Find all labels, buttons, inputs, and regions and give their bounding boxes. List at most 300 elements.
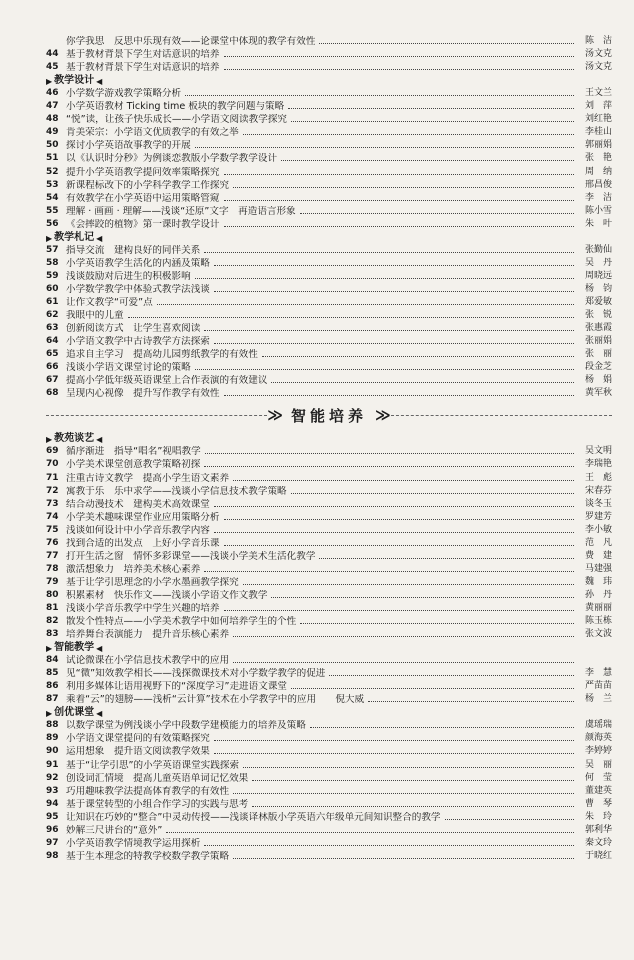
page-number: 97 — [46, 837, 59, 848]
page-number: 89 — [46, 733, 59, 744]
dot-leader — [288, 108, 574, 109]
article-author: 汤文克 — [584, 49, 612, 60]
page-number: 44 — [46, 49, 59, 60]
toc-entry[interactable] — [46, 653, 612, 666]
page-number: 45 — [46, 62, 59, 73]
page-number: 51 — [46, 153, 59, 164]
page-number: 50 — [46, 140, 59, 151]
toc-entry[interactable] — [46, 178, 612, 191]
double-chevron-right-icon: ≫ — [267, 406, 283, 425]
dot-leader — [300, 623, 574, 624]
article-author: 陈 洁 — [584, 36, 612, 47]
article-author: 郭丽娟 — [584, 140, 612, 151]
article-author: 张丽娟 — [584, 336, 612, 347]
page-number: 72 — [46, 485, 59, 496]
page-number: 76 — [46, 537, 59, 548]
article-title: 找到合适的出发点 上好小学音乐课 — [66, 537, 220, 549]
dot-leader — [224, 174, 575, 175]
article-author: 黄军秋 — [584, 388, 612, 399]
article-author: 董建英 — [584, 785, 612, 796]
dot-leader — [214, 740, 574, 741]
article-title: 注重古诗文教学 提高小学生语文素养 — [66, 472, 230, 484]
article-title: 基于教材背景下学生对话意识的培养 — [66, 62, 220, 74]
article-author: 马建强 — [584, 563, 612, 574]
article-author: 吴文明 — [584, 446, 612, 457]
article-title: 循序渐进 指导“唱名”视唱教学 — [66, 446, 201, 458]
toc-entry[interactable] — [46, 549, 612, 562]
chapter-divider — [46, 403, 612, 427]
article-author: 吴 丹 — [584, 257, 612, 268]
article-author: 吴 丽 — [584, 759, 612, 770]
toc-entry[interactable] — [46, 470, 612, 483]
dot-leader — [262, 356, 574, 357]
dot-leader — [233, 662, 574, 663]
toc-entry[interactable] — [46, 484, 612, 497]
article-title: 散发个性特点——小学美术教学中如何培养学生的个性 — [66, 616, 297, 628]
dot-leader — [205, 453, 574, 454]
page-number: 68 — [46, 388, 59, 399]
article-author: 刘 萍 — [584, 101, 612, 112]
article-title: 结合动漫技术 建构美术高效课堂 — [66, 498, 210, 510]
article-title: 《会摔跤的植物》第一课时教学设计 — [66, 218, 220, 230]
chapter-title: 智能培养 — [291, 406, 368, 425]
toc-entry[interactable] — [46, 718, 612, 731]
page-number: 78 — [46, 563, 59, 574]
article-title: 新课程标改下的小学科学教学工作探究 — [66, 179, 230, 191]
page-number: 95 — [46, 811, 59, 822]
toc-entry[interactable] — [46, 191, 612, 204]
page-number: 84 — [46, 655, 59, 666]
section-heading — [46, 431, 612, 444]
article-author: 张 锐 — [584, 310, 612, 321]
article-title: 运用想象 提升语文阅读教学效果 — [66, 746, 210, 758]
article-title: 小学语文教学中古诗教学方法探索 — [66, 336, 210, 348]
article-title: 追求自主学习 提高幼儿园剪纸教学的有效性 — [66, 349, 258, 361]
toc-entry[interactable] — [46, 138, 612, 151]
page-number: 73 — [46, 498, 59, 509]
dot-leader — [224, 395, 575, 396]
page-number: 71 — [46, 472, 59, 483]
article-author: 李小敏 — [584, 524, 612, 535]
article-title: 有效教学在小学英语中运用策略管窥 — [66, 192, 220, 204]
article-title: 寓教于乐 乐中求学——浅谈小学信息技术教学策略 — [66, 485, 287, 497]
dot-leader — [204, 252, 574, 253]
dot-leader — [224, 610, 575, 611]
article-author: 李婷婷 — [584, 746, 612, 757]
triangle-right-icon: ▶ — [46, 709, 53, 719]
toc-entry[interactable] — [46, 614, 612, 627]
dot-leader — [214, 532, 574, 533]
article-title: 打开生活之窗 情怀多彩课堂——浅谈小学美术生活化教学 — [66, 550, 316, 562]
page-number: 55 — [46, 205, 59, 216]
page-number: 53 — [46, 179, 59, 190]
article-title: 我眼中的儿童 — [66, 310, 124, 322]
page-number: 70 — [46, 459, 59, 470]
article-author: 范 凡 — [584, 537, 612, 548]
dot-leader — [300, 213, 574, 214]
toc-entry[interactable] — [46, 797, 612, 810]
article-author: 张勤仙 — [584, 244, 612, 255]
article-author: 罗建芳 — [584, 511, 612, 522]
toc-entry[interactable] — [46, 849, 612, 862]
article-title: 乘着“云”的翅膀——浅析“云计算”技术在小学教学中的应用 倪大威 — [66, 694, 365, 706]
section-heading — [46, 230, 612, 243]
page-number: 59 — [46, 270, 59, 281]
dot-leader — [271, 382, 574, 383]
dot-leader — [204, 845, 574, 846]
article-title: 小学英语教材 Ticking time 板块的教学问题与策略 — [66, 101, 285, 113]
page-number: 75 — [46, 524, 59, 535]
dot-leader — [224, 69, 575, 70]
article-title: 浅谈如何设计中小学音乐教学内容 — [66, 524, 210, 536]
dot-leader — [310, 727, 574, 728]
article-title: 激活想象力 培养美术核心素养 — [66, 563, 201, 575]
dot-leader — [128, 317, 574, 318]
dot-leader — [281, 160, 574, 161]
toc-entry[interactable] — [46, 627, 612, 640]
page-number: 49 — [46, 127, 59, 138]
page-number: 77 — [46, 550, 59, 561]
article-author: 李桂山 — [584, 127, 612, 138]
article-author: 杨 钧 — [584, 283, 612, 294]
dot-leader — [157, 304, 574, 305]
section-label: 教学设计 — [54, 75, 95, 87]
toc-entry[interactable] — [46, 34, 612, 47]
triangle-left-icon: ◀ — [96, 709, 103, 719]
article-title: 积累素材 快乐作文——浅谈小学语文作文教学 — [66, 589, 268, 601]
page-number: 63 — [46, 323, 59, 334]
toc-entry[interactable] — [46, 757, 612, 770]
toc-entry[interactable] — [46, 562, 612, 575]
article-author: 严苗苗 — [584, 681, 612, 692]
article-title: 巧用趣味教学法提高体育教学的有效性 — [66, 785, 230, 797]
dot-leader — [214, 343, 574, 344]
article-title: 理解 · 画画 · 理解——浅谈“还原”文字 再造语言形象 — [66, 205, 296, 217]
article-author: 周晓远 — [584, 270, 612, 281]
dot-leader — [204, 330, 574, 331]
article-title: 小学美术趣味课堂作业应用策略分析 — [66, 511, 220, 523]
page-number: 87 — [46, 694, 59, 705]
page-number: 83 — [46, 629, 59, 640]
toc-entry[interactable] — [46, 256, 612, 269]
toc-entry[interactable] — [46, 269, 612, 282]
section-label: 智能教学 — [54, 642, 95, 654]
article-author: 费 建 — [584, 550, 612, 561]
article-author: 刘红艳 — [584, 114, 612, 125]
article-title: 探讨小学英语故事教学的开展 — [66, 140, 191, 152]
dot-leader — [195, 369, 574, 370]
page-number: 54 — [46, 192, 59, 203]
article-title: 浅谈小学语文课堂讨论的策略 — [66, 362, 191, 374]
article-author: 李 慧 — [584, 668, 612, 679]
article-author: 郭利华 — [584, 824, 612, 835]
article-author: 谈冬玉 — [584, 498, 612, 509]
dot-leader — [243, 584, 574, 585]
dot-leader — [214, 506, 574, 507]
triangle-right-icon: ▶ — [46, 435, 53, 445]
article-author: 邢昌俊 — [584, 179, 612, 190]
toc-entry[interactable] — [46, 744, 612, 757]
triangle-right-icon: ▶ — [46, 233, 53, 243]
article-title: 基于生本理念的特教学校数学教学策略 — [66, 850, 230, 862]
article-title: 小学数学游戏教学策略分析 — [66, 88, 182, 100]
article-author: 于晓红 — [584, 850, 612, 861]
article-title: 以《认识时分秒》为例谈恋教版小学数学教学设计 — [66, 153, 278, 165]
article-title: 试论微课在小学信息技术教学中的应用 — [66, 655, 230, 667]
divider-line — [46, 415, 267, 416]
article-author: 郑爱敏 — [584, 296, 612, 307]
page-number: 46 — [46, 88, 59, 99]
article-author: 汤文克 — [584, 62, 612, 73]
page-number: 47 — [46, 101, 59, 112]
toc-entry[interactable] — [46, 112, 612, 125]
dot-leader — [214, 265, 574, 266]
page-number: 96 — [46, 824, 59, 835]
toc-entry[interactable] — [46, 308, 612, 321]
article-title: 让知识在巧妙的“整合”中灵动传授——浅谈译林版小学英语六年级单元间知识整合的教学 — [66, 811, 441, 823]
dot-leader — [291, 493, 574, 494]
toc-entry[interactable] — [46, 47, 612, 60]
page-number: 61 — [46, 296, 59, 307]
article-title: 基于课堂转型的小组合作学习的实践与思考 — [66, 798, 249, 810]
article-author: 曹 琴 — [584, 798, 612, 809]
article-title: 提升小学英语教学提问效率策略探究 — [66, 166, 220, 178]
page-number: 58 — [46, 257, 59, 268]
article-author: 张文波 — [584, 629, 612, 640]
toc-entry[interactable] — [46, 86, 612, 99]
article-author: 魏 玮 — [584, 576, 612, 587]
dot-leader — [319, 43, 574, 44]
article-title: 浅谈鼓励对后进生的积极影响 — [66, 270, 191, 282]
page-number: 92 — [46, 772, 59, 783]
toc-entry[interactable] — [46, 836, 612, 849]
article-author: 陈小雪 — [584, 205, 612, 216]
toc-entry[interactable] — [46, 386, 612, 399]
dot-leader — [204, 466, 574, 467]
toc-entry[interactable] — [46, 823, 612, 836]
triangle-left-icon: ◀ — [96, 644, 103, 654]
section-heading — [46, 73, 612, 86]
dot-leader — [185, 95, 574, 96]
article-title: 小学美术课堂创意教学策略初探 — [66, 459, 201, 471]
toc-entry[interactable] — [46, 347, 612, 360]
toc-entry[interactable] — [46, 810, 612, 823]
toc-entry[interactable] — [46, 217, 612, 230]
page-number: 93 — [46, 785, 59, 796]
article-author: 黄丽丽 — [584, 602, 612, 613]
toc-entry[interactable] — [46, 601, 612, 614]
page-number: 98 — [46, 850, 59, 861]
toc-entry[interactable] — [46, 771, 612, 784]
dot-leader — [233, 858, 574, 859]
article-author: 王 彪 — [584, 472, 612, 483]
page-number: 64 — [46, 336, 59, 347]
article-title: 基于教材背景下学生对话意识的培养 — [66, 49, 220, 61]
dot-leader — [291, 121, 574, 122]
article-author: 周 纳 — [584, 166, 612, 177]
dot-leader — [214, 291, 574, 292]
article-title: 见“微”知效教学相长——浅探微课技术对小学数学教学的促进 — [66, 668, 326, 680]
page-number: 85 — [46, 668, 59, 679]
section-label: 教苑谈艺 — [54, 433, 95, 445]
page-number: 80 — [46, 589, 59, 600]
page-number: 88 — [46, 720, 59, 731]
dot-leader — [224, 519, 575, 520]
article-title: “悦”读，让孩子快乐成长——小学语文阅读教学探究 — [66, 114, 288, 126]
page-number: 91 — [46, 759, 59, 770]
dot-leader — [224, 226, 575, 227]
toc-entry[interactable] — [46, 373, 612, 386]
dot-leader — [291, 688, 574, 689]
dot-leader — [243, 767, 574, 768]
double-chevron-right-icon: ≫ — [375, 406, 391, 425]
dot-leader — [233, 793, 574, 794]
article-title: 让作文教学“可爱”点 — [66, 296, 153, 308]
dot-leader — [271, 597, 574, 598]
section-label: 创优课堂 — [54, 707, 95, 719]
article-author: 朱 叶 — [584, 218, 612, 229]
article-title: 利用多媒体让语用视野下的“深度学习”走进语文课堂 — [66, 681, 288, 693]
article-author: 颜海英 — [584, 733, 612, 744]
page-number: 62 — [46, 310, 59, 321]
article-title: 你学我思 反思中乐现有效——论课堂中体现的教学有效性 — [66, 36, 316, 48]
page-number: 81 — [46, 602, 59, 613]
triangle-left-icon: ◀ — [96, 233, 103, 243]
triangle-left-icon: ◀ — [96, 435, 103, 445]
toc-entry[interactable] — [46, 666, 612, 679]
toc-entry[interactable] — [46, 784, 612, 797]
toc-entry[interactable] — [46, 731, 612, 744]
page-number: 66 — [46, 362, 59, 373]
article-author: 张 丽 — [584, 349, 612, 360]
article-title: 小学数学教学中体验式教学法浅谈 — [66, 283, 210, 295]
article-title: 指导交流 建构良好的同伴关系 — [66, 244, 201, 256]
page-number: 65 — [46, 349, 59, 360]
dot-leader — [252, 806, 574, 807]
page-number: 79 — [46, 576, 59, 587]
dot-leader — [224, 200, 575, 201]
dot-leader — [195, 278, 574, 279]
toc-entry[interactable] — [46, 497, 612, 510]
toc-entry[interactable] — [46, 282, 612, 295]
article-author: 秦文玲 — [584, 837, 612, 848]
article-author: 李瑞艳 — [584, 459, 612, 470]
article-title: 呈现内心视像 提升写作教学有效性 — [66, 388, 220, 400]
page-number: 57 — [46, 244, 59, 255]
dot-leader — [233, 480, 574, 481]
article-author: 张 艳 — [584, 153, 612, 164]
toc-entry[interactable] — [46, 575, 612, 588]
dot-leader — [233, 636, 574, 637]
article-author: 杨 兰 — [584, 694, 612, 705]
article-title: 以数学课堂为例浅谈小学中段数学建模能力的培养及策略 — [66, 720, 306, 732]
article-author: 虞瑶瑞 — [584, 720, 612, 731]
page-number: 74 — [46, 511, 59, 522]
dot-leader — [319, 558, 574, 559]
article-title: 小学语文课堂提问的有效策略探究 — [66, 733, 210, 745]
table-of-contents — [46, 34, 612, 862]
toc-entry[interactable] — [46, 204, 612, 217]
toc-entry[interactable] — [46, 360, 612, 373]
article-title: 创新阅读方式 让学生喜欢阅读 — [66, 323, 201, 335]
page-number: 56 — [46, 218, 59, 229]
toc-entry[interactable] — [46, 510, 612, 523]
toc-entry[interactable] — [46, 692, 612, 705]
article-title: 浅谈小学音乐教学中学生兴趣的培养 — [66, 602, 220, 614]
toc-entry[interactable] — [46, 151, 612, 164]
page-number: 69 — [46, 446, 59, 457]
toc-entry[interactable] — [46, 99, 612, 112]
divider-line — [391, 415, 612, 416]
article-title: 基于“让学引思”的小学英语课堂实践探索 — [66, 759, 240, 771]
triangle-right-icon: ▶ — [46, 644, 53, 654]
dot-leader — [166, 832, 574, 833]
section-label: 教学札记 — [54, 231, 95, 243]
dot-leader — [204, 571, 574, 572]
toc-entry[interactable] — [46, 125, 612, 138]
article-title: 小学英语教学生活化的内涵及策略 — [66, 257, 210, 269]
article-title: 培养舞台表演能力 提升音乐核心素养 — [66, 629, 230, 641]
article-title: 肯美荣宗：小学语文优质教学的有效之举 — [66, 127, 239, 139]
article-author: 朱 玲 — [584, 811, 612, 822]
toc-entry[interactable] — [46, 295, 612, 308]
toc-entry[interactable] — [46, 60, 612, 73]
page-number: 60 — [46, 283, 59, 294]
dot-leader — [233, 187, 574, 188]
article-author: 李 洁 — [584, 192, 612, 203]
toc-entry[interactable] — [46, 679, 612, 692]
toc-entry[interactable] — [46, 164, 612, 177]
section-heading — [46, 705, 612, 718]
toc-entry[interactable] — [46, 523, 612, 536]
article-author: 张惠霞 — [584, 323, 612, 334]
toc-entry[interactable] — [46, 321, 612, 334]
dot-leader — [214, 753, 574, 754]
page-number: 52 — [46, 166, 59, 177]
toc-entry[interactable] — [46, 457, 612, 470]
toc-entry[interactable] — [46, 243, 612, 256]
article-title: 妙解三尺讲台的“意外” — [66, 824, 163, 836]
triangle-right-icon: ▶ — [46, 77, 53, 87]
article-author: 何 莹 — [584, 772, 612, 783]
page-number: 48 — [46, 114, 59, 125]
dot-leader — [243, 134, 574, 135]
page-number: 94 — [46, 798, 59, 809]
dot-leader — [368, 701, 574, 702]
triangle-left-icon: ◀ — [96, 77, 103, 87]
dot-leader — [224, 56, 575, 57]
article-title: 创设词汇情境 提高儿童英语单词记忆效果 — [66, 772, 249, 784]
article-title: 基于让学引思理念的小学水墨画教学探究 — [66, 576, 239, 588]
toc-entry[interactable] — [46, 536, 612, 549]
article-author: 杨 娟 — [584, 375, 612, 386]
article-author: 段金芝 — [584, 362, 612, 373]
page-number: 82 — [46, 616, 59, 627]
dot-leader — [252, 780, 574, 781]
dot-leader — [329, 675, 574, 676]
toc-entry[interactable] — [46, 588, 612, 601]
page-number: 67 — [46, 375, 59, 386]
article-title: 提高小学低年级英语课堂上合作表演的有效建议 — [66, 375, 268, 387]
article-author: 孙 丹 — [584, 589, 612, 600]
dot-leader — [224, 545, 575, 546]
toc-entry[interactable] — [46, 444, 612, 457]
toc-entry[interactable] — [46, 334, 612, 347]
page-number: 90 — [46, 746, 59, 757]
section-heading — [46, 640, 612, 653]
dot-leader — [445, 819, 574, 820]
article-author: 陈玉栋 — [584, 616, 612, 627]
